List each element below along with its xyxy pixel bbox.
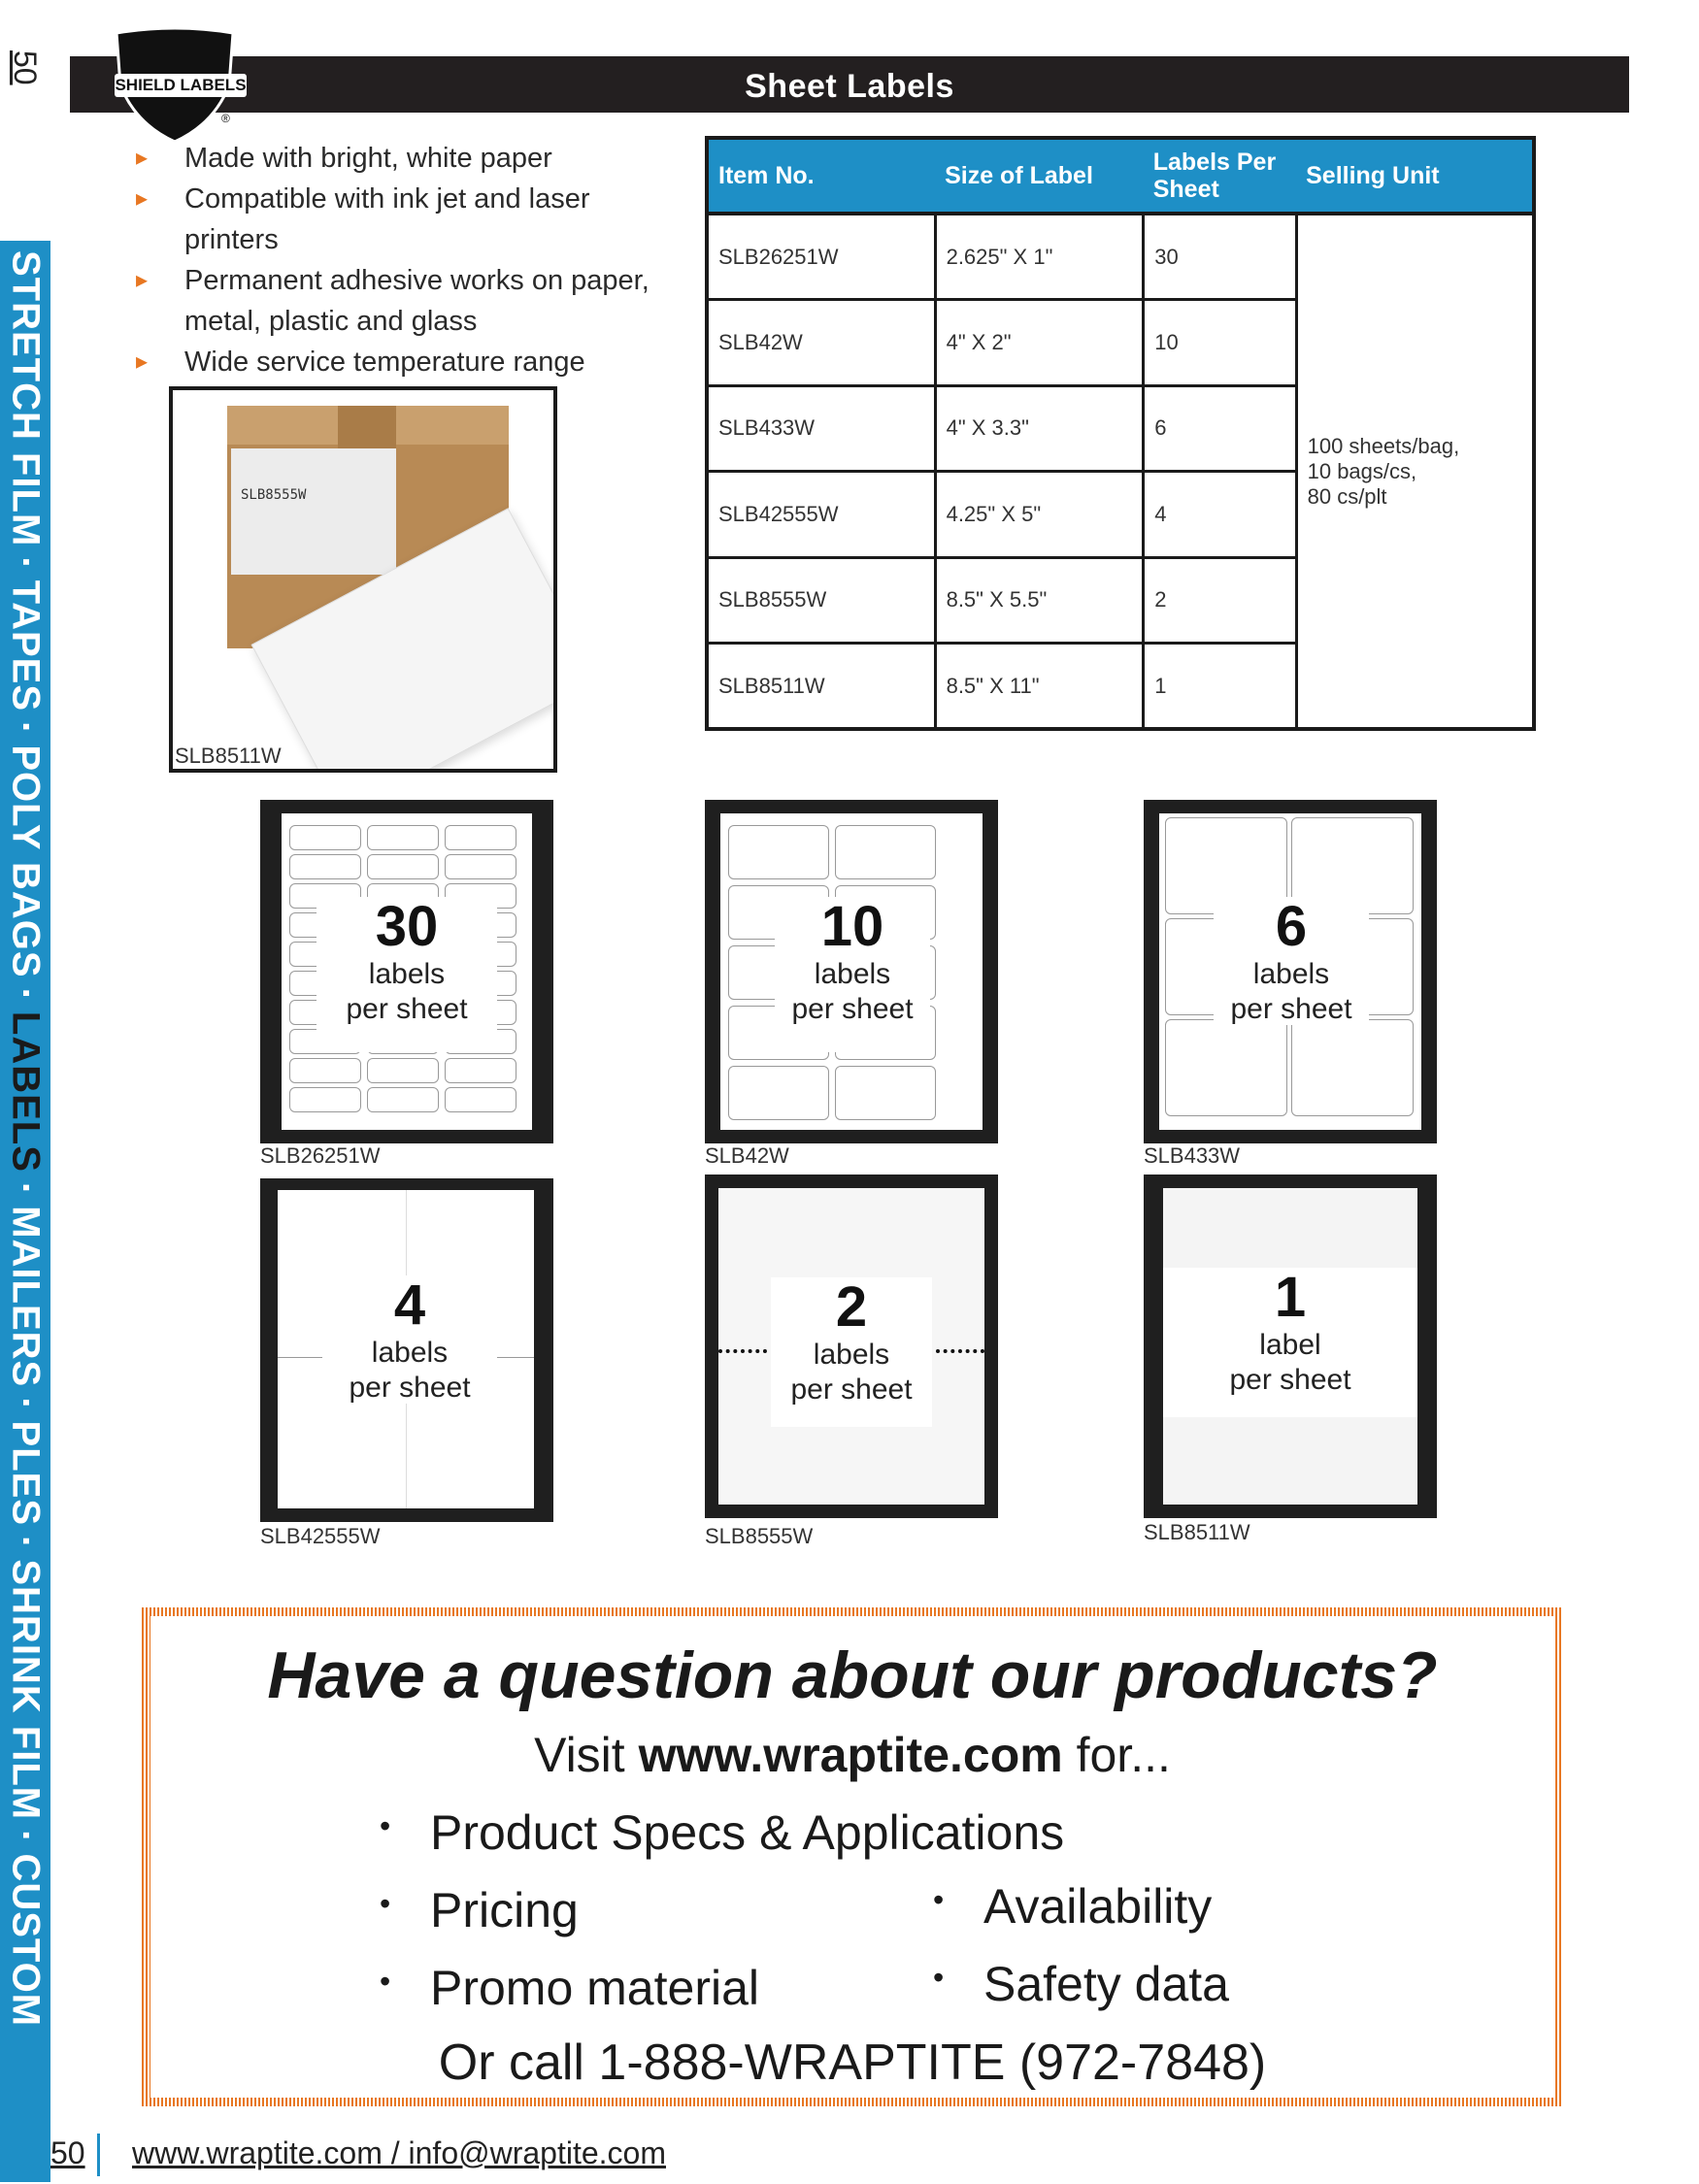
label-cell [289,825,361,850]
size-cell: 4" X 2" [935,300,1144,386]
promo-box [142,1607,1563,2106]
sheet-paper [718,1188,984,1505]
promo-item-promo-material: • Promo material [430,1960,759,2016]
label-cell [367,1058,439,1083]
item-no-cell: SLB8555W [707,557,935,644]
labels-per-sheet-cell: 30 [1144,214,1296,300]
footer-contact-link[interactable]: www.wraptite.com / info@wraptite.com [132,2135,666,2170]
sheet-caption: SLB8555W [705,1524,814,1548]
label-count: 4 [393,1274,426,1337]
selling-unit-line: 100 sheets/bag, [1307,433,1460,458]
photo-caption: SLB8511W [175,744,282,768]
label-cell [367,825,439,850]
table-row [707,214,1534,300]
label-count-unit: label [1259,1329,1321,1361]
table-header-row [707,138,1534,214]
side-category-nav [4,250,48,2027]
labels-per-sheet-cell: 6 [1144,385,1296,472]
label-cell [367,854,439,879]
table-header-selling-unit: Selling Unit [1296,138,1534,214]
sheet-diagram-10 [705,800,998,1143]
label-cell [445,1058,516,1083]
carton-label [231,448,396,575]
perforation-line [718,1349,767,1353]
label-count-suffix: per sheet [1229,1364,1351,1396]
labels-per-sheet-cell: 4 [1144,472,1296,558]
sheet-paper [720,813,983,1130]
side-nav-custom[interactable]: CUSTOM [4,1853,48,2028]
label-cell [1165,1019,1287,1116]
sheet-caption: SLB42555W [260,1524,381,1548]
promo-item-pricing: • Pricing [430,1882,579,1938]
promo-call-line[interactable]: Or call 1-888-WRAPTITE (972-7848) [438,2035,1267,2091]
label-count: 1 [1274,1266,1307,1329]
sheet-caption: SLB26251W [260,1143,381,1168]
item-no-cell: SLB433W [707,385,935,472]
labels-per-sheet-cell: 2 [1144,557,1296,644]
carton-label-text: SLB8555W [241,487,307,503]
side-nav-poly-bags[interactable]: POLY BAGS [4,745,48,978]
feature-item: ▸ Made with bright, white paper [136,138,660,179]
item-no-cell: SLB8511W [707,644,935,730]
label-count-suffix: per sheet [790,1373,913,1406]
count-panel [322,1275,497,1404]
sheet-paper [1159,813,1421,1130]
side-nav-labels-active[interactable]: LABELS [4,1010,48,1173]
label-count: 30 [375,895,439,958]
label-count-unit: labels [814,958,891,990]
side-nav-separator: · [4,721,48,736]
product-photo [169,386,557,773]
promo-visit-line [150,1727,1554,1783]
sheet-caption: SLB433W [1144,1143,1241,1168]
label-count-unit: labels [371,1337,449,1369]
feature-list [136,138,660,382]
sheet-diagram-4 [260,1178,553,1522]
spec-table [705,136,1536,731]
size-cell: 2.625" X 1" [935,214,1144,300]
side-nav-tapes[interactable]: TAPES [4,579,48,712]
label-count-suffix: per sheet [349,1372,471,1404]
selling-unit-cell [1296,214,1534,729]
size-cell: 4" X 3.3" [935,385,1144,472]
promo-visit-suffix: for... [1076,1728,1171,1782]
count-panel [1163,1268,1417,1417]
footer-separator [97,2134,100,2176]
feature-item: ▸ Permanent adhesive works on paper, metal, plastic and glass [136,260,660,342]
side-nav-separator: · [4,556,48,571]
side-nav-ples[interactable]: PLES [4,1420,48,1527]
label-cell [289,854,361,879]
label-cell [728,1066,829,1120]
label-cell [835,825,936,879]
item-no-cell: SLB42555W [707,472,935,558]
logo-text: SHIELD LABELS [115,74,247,97]
label-count: 10 [820,895,884,958]
side-nav-separator: · [4,1536,48,1550]
table-header-item-no: Item No. [707,138,935,214]
item-no-cell: SLB26251W [707,214,935,300]
selling-unit-line: 80 cs/plt [1307,483,1387,509]
side-nav-shrink-film[interactable]: SHRINK FILM [4,1559,48,1821]
side-nav-separator: · [4,1830,48,1844]
labels-per-sheet-cell: 1 [1144,644,1296,730]
promo-item-availability: • Availability [983,1878,1212,1935]
size-cell: 8.5" X 5.5" [935,557,1144,644]
sheet-paper [278,1190,534,1508]
label-cell [367,1087,439,1112]
table-header-size: Size of Label [935,138,1144,214]
feature-item: ▸ Compatible with ink jet and laser printers [136,179,660,260]
count-panel [775,897,930,1052]
perforation-line [936,1349,984,1353]
promo-item-safety-data: • Safety data [983,1956,1229,2012]
count-panel [1214,897,1369,1025]
size-cell: 4.25" X 5" [935,472,1144,558]
sheet-diagram-2 [705,1175,998,1518]
side-nav-separator: · [4,987,48,1002]
side-nav-separator: · [4,1397,48,1411]
label-cell [445,1087,516,1112]
sheet-diagram-30 [260,800,553,1143]
label-cell [835,1066,936,1120]
table-header-labels-per-sheet: Labels Per Sheet [1144,138,1296,214]
label-count-suffix: per sheet [791,993,914,1025]
promo-visit-prefix: Visit [534,1728,625,1782]
size-cell: 8.5" X 11" [935,644,1144,730]
count-panel [771,1277,932,1427]
side-nav-separator: · [4,1181,48,1197]
label-cell [289,1058,361,1083]
side-nav-stretch-film[interactable]: STRETCH FILM [4,250,48,547]
label-count-suffix: per sheet [346,993,468,1025]
promo-item-specs: • Product Specs & Applications [430,1804,1064,1861]
sheet-paper [1163,1188,1417,1505]
label-cell [728,825,829,879]
selling-unit-line: 10 bags/cs, [1307,458,1417,483]
label-count-unit: labels [368,958,446,990]
count-panel [316,897,497,1052]
page-number-top: 50 [8,50,43,85]
promo-title: Have a question about our products? [267,1638,1438,1712]
labels-per-sheet-cell: 10 [1144,300,1296,386]
label-count-unit: labels [1252,958,1330,990]
label-count-suffix: per sheet [1230,993,1352,1025]
promo-url-link[interactable]: www.wraptite.com [638,1728,1063,1782]
label-cell [445,825,516,850]
label-cell [289,1087,361,1112]
sheet-paper [282,813,532,1130]
page-title: Sheet Labels [745,68,954,105]
side-nav-mailers[interactable]: MAILERS [4,1206,48,1388]
header-bar [70,56,1629,113]
label-count-unit: labels [813,1339,890,1371]
page-number-footer: 50 [50,2135,85,2170]
item-no-cell: SLB42W [707,300,935,386]
logo-registered-mark: ® [221,112,230,125]
sheet-diagram-1 [1144,1175,1437,1518]
label-count: 2 [835,1275,868,1339]
label-count: 6 [1275,895,1308,958]
feature-item: ▸ Wide service temperature range [136,342,660,382]
label-cell [1291,1019,1414,1116]
sheet-diagram-6 [1144,800,1437,1143]
sheet-caption: SLB42W [705,1143,789,1168]
sheet-caption: SLB8511W [1144,1520,1250,1544]
label-cell [445,854,516,879]
